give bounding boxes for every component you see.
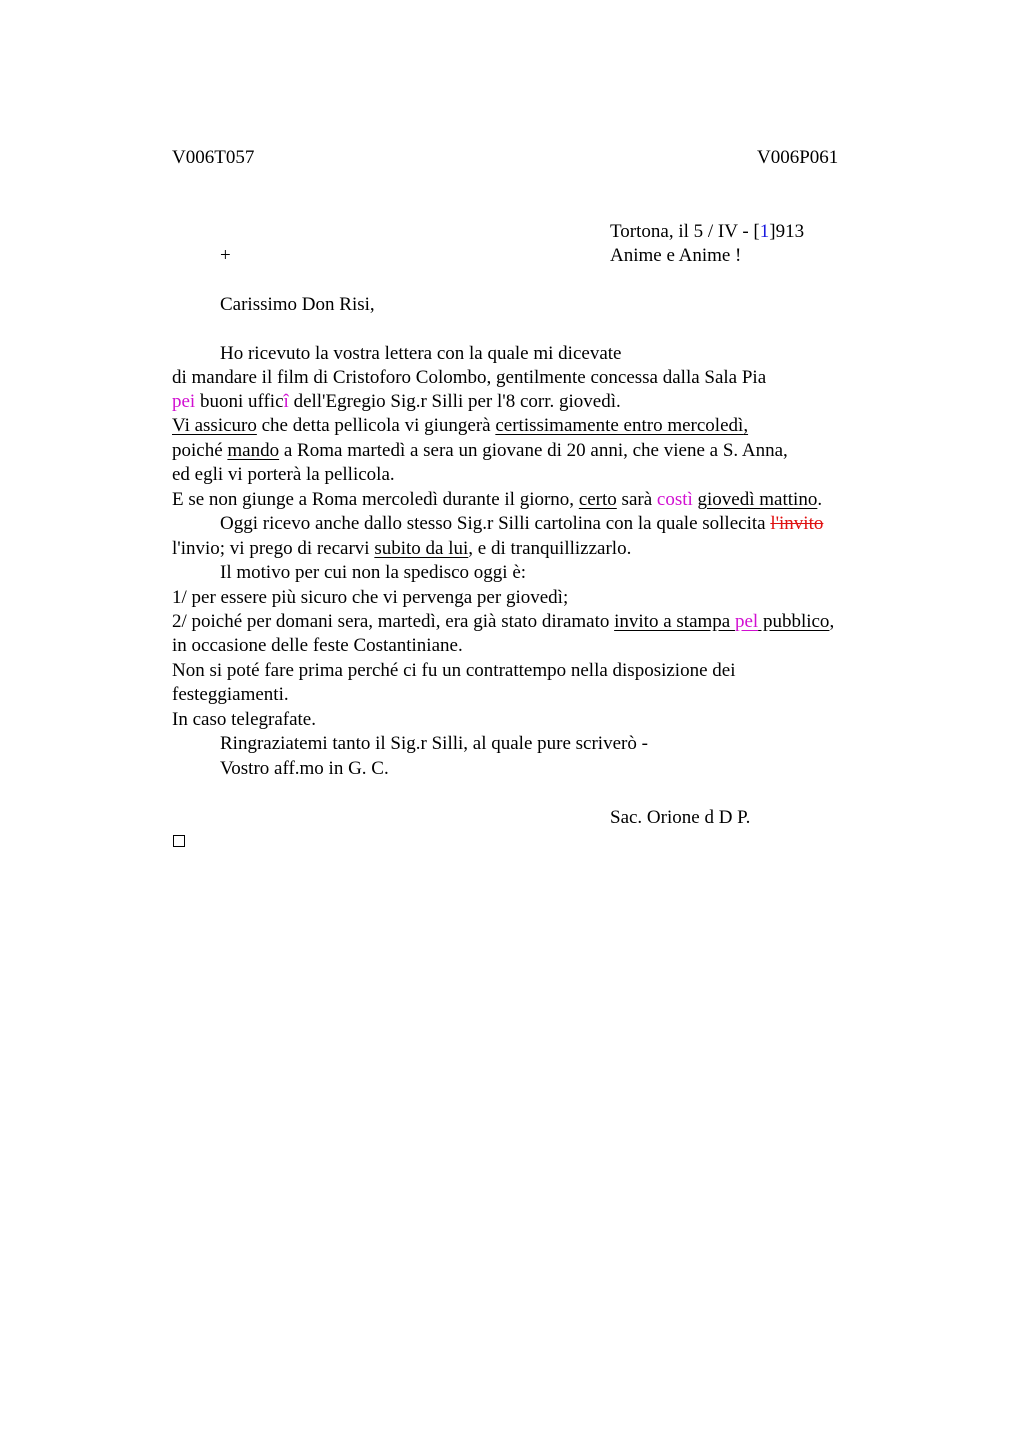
body-line-4: Vi assicuro che detta pellicola vi giungerà certissimamente entro mercoledì, (172, 415, 749, 436)
body-line-15: festeggiamenti. (172, 684, 289, 705)
body-line-8: Oggi ricevo anche dallo stesso Sig.r Silli cartolina con la quale sollecita l'invito (220, 513, 824, 534)
annotation-pei: pei (172, 391, 196, 412)
body-line-6: ed egli vi porterà la pellicola. (172, 464, 395, 485)
underlined-phrase: subito da lui (374, 538, 469, 559)
body-line-13: in occasione delle feste Costantiniane. (172, 635, 463, 656)
body-line-2: di mandare il film di Cristoforo Colombo, gentilmente concessa dalla Sala Pia (172, 367, 767, 388)
body-line-16: In caso telegrafate. (172, 709, 316, 730)
signature: Sac. Orione d D P. (610, 807, 751, 828)
body-line-3: pei buoni ufficî dell'Egregio Sig.r Silli per l'8 corr. giovedì. (172, 391, 621, 412)
underlined-phrase: certissimamente entro mercoledì (495, 415, 744, 436)
salutation: Carissimo Don Risi, (220, 294, 375, 315)
document-code-left: V006T057 (172, 147, 255, 168)
underlined-phrase: mando (227, 440, 280, 461)
cross-mark: + (220, 245, 231, 266)
dateline (610, 220, 804, 244)
annotation-pel: pel (734, 611, 759, 632)
body-line-10: Il motivo per cui non la spedisco oggi è: (220, 562, 527, 583)
body-line-1: Ho ricevuto la vostra lettera con la quale mi dicevate (220, 343, 622, 364)
dateline-suffix: ]913 (769, 221, 805, 242)
underlined-phrase: pubblico (758, 611, 830, 632)
underlined-phrase: certo (578, 489, 617, 510)
body-line-9: l'invio; vi prego di recarvi subito da lui, e di tranquillizzarlo. (172, 538, 632, 559)
annotation-costi: costì (656, 489, 693, 510)
deleted-text: l'invito (770, 513, 824, 534)
underlined-phrase: Vi assicuro (172, 415, 257, 436)
motto: Anime e Anime ! (610, 245, 742, 266)
body-line-12: 2/ poiché per domani sera, martedì, era già stato diramato invito a stampa pel pubblico, (172, 611, 835, 632)
body-line-11: 1/ per essere più sicuro che vi pervenga per giovedì; (172, 587, 569, 608)
body-line-7: E se non giunge a Roma mercoledì durante il giorno, certo sarà costì giovedì mattino. (172, 489, 823, 510)
document-code-right: V006P061 (757, 147, 839, 168)
dateline-bracket-digit: 1 (759, 221, 770, 242)
underlined-phrase: giovedì mattino (697, 489, 818, 510)
body-line-17: Ringraziatemi tanto il Sig.r Silli, al quale pure scriverò - (220, 733, 648, 754)
body-line-14: Non si poté fare prima perché ci fu un contrattempo nella disposizione dei (172, 660, 736, 681)
body-line-18: Vostro aff.mo in G. C. (220, 758, 389, 779)
body-line-5: poiché mando a Roma martedì a sera un giovane di 20 anni, che viene a S. Anna, (172, 440, 788, 461)
annotation-accent: î (283, 391, 289, 412)
end-square-icon (173, 835, 185, 847)
underlined-phrase: invito a stampa (614, 611, 735, 632)
dateline-prefix: Tortona, il 5 / IV - [ (610, 221, 760, 242)
